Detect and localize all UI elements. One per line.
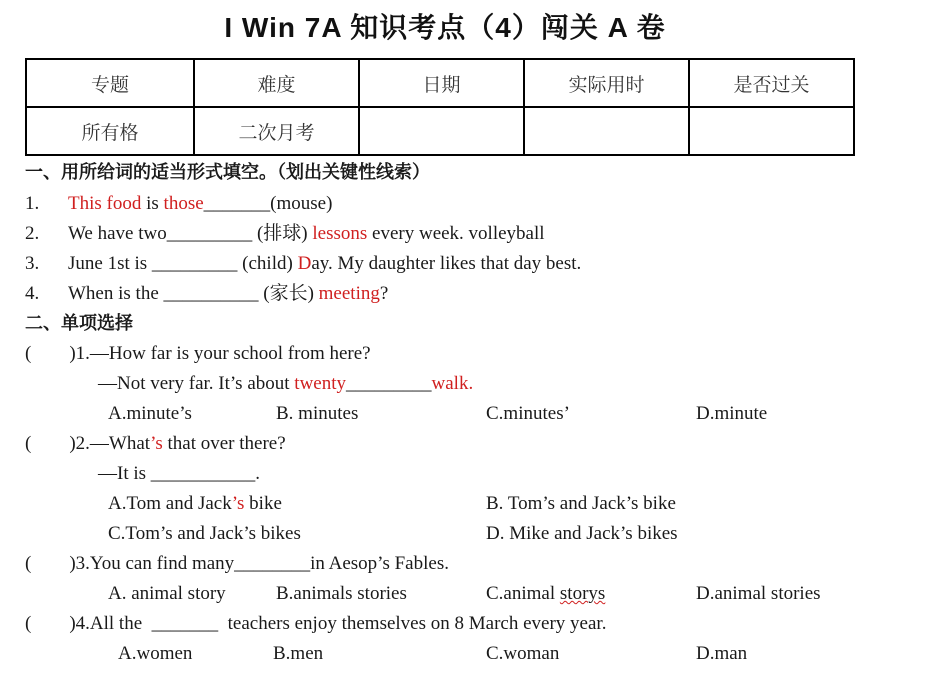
question-1-line2-segment: twenty [294,373,347,394]
q1-option-c[interactable]: C.minutes’ [486,403,570,424]
section1-heading: 一、用所给词的适当形式填空。（划出关键性线索） [25,162,430,183]
question-1-stem-segment: ( )1.—How far is your school from here? [25,343,371,364]
header-date: 日期 [359,59,524,107]
q3-option-b[interactable]: B.animals stories [276,583,407,604]
fill-item-3-segment: June 1st is _________ (child) [68,253,298,274]
fill-item-4 [68,283,388,305]
q4-option-b[interactable]: B.men [273,643,324,664]
fill-item-1 [68,193,332,215]
fill-item-1-segment: This food [68,193,142,214]
question-2-stem-segment: that over there? [162,433,286,454]
section2-heading: 二、单项选择 [25,313,133,334]
question-2-stem-segment: ( )2.—What [25,433,151,454]
question-2-stem [25,433,286,455]
item4-number: 4. [25,283,40,304]
q2-option-b[interactable]: B. Tom’s and Jack’s bike [486,493,676,514]
header-difficulty: 难度 [194,59,359,107]
cell-topic: 所有格 [26,107,194,155]
cell-time-used[interactable] [524,107,689,155]
q2-option-a-text-3: bike [244,493,282,514]
question-1-line2-segment: walk. [431,373,474,394]
question-3-stem [25,553,449,575]
question-1-line2 [98,373,473,395]
fill-item-3 [68,253,581,275]
q4-option-d[interactable]: D.man [696,643,748,664]
q3-option-d[interactable]: D.animal stories [696,583,821,604]
q3-option-a[interactable]: A. animal story [108,583,226,604]
header-passed: 是否过关 [689,59,854,107]
q4-option-c[interactable]: C.woman [486,643,560,664]
header-time-used: 实际用时 [524,59,689,107]
item1-number: 1. [25,193,40,214]
question-2-line2 [98,463,260,485]
question-3-stem-segment: ( )3.You can find many________in Aesop’s Fables. [25,553,449,574]
item2-number: 2. [25,223,40,244]
fill-item-4-segment: When is the __________ (家长) [68,283,319,304]
q2-option-a-text-1: A.Tom and Jack [108,493,232,514]
q2-option-a[interactable] [108,493,282,515]
q1-option-d[interactable]: D.minute [696,403,768,424]
fill-item-3-segment: ay. My daughter likes that day best. [311,253,582,274]
header-topic: 专题 [26,59,194,107]
question-4-stem [25,613,606,635]
fill-item-2-segment: lessons [312,223,368,244]
q1-option-a[interactable]: A.minute’s [108,403,192,424]
question-2-line2-segment: —It is ___________. [98,463,261,484]
question-1-stem [25,343,371,365]
question-2-stem-segment: ’s [150,433,163,454]
q3-option-c[interactable] [486,583,605,605]
fill-item-3-segment: D [297,253,312,274]
fill-item-1-segment: is [141,193,164,214]
q3-option-c-prefix: C.animal [486,583,560,604]
fill-item-2-segment: We have two_________ (排球) [68,223,313,244]
fill-item-1-segment: those [163,193,204,214]
q3-option-c-misspelled-word: storys [559,583,606,604]
fill-item-4-segment: meeting [318,283,380,304]
q2-option-d[interactable]: D. Mike and Jack’s bikes [486,523,678,544]
fill-item-1-segment: _______(mouse) [203,193,333,214]
cell-passed[interactable] [689,107,854,155]
question-1-line2-segment: —Not very far. It’s about [98,373,295,394]
fill-item-4-segment: ? [379,283,389,304]
info-table [25,58,855,156]
fill-item-2-segment: every week. volleyball [367,223,545,244]
question-1-line2-segment: _________ [346,373,432,394]
table-row [26,107,854,155]
question-4-stem-segment: ( )4.All the _______ teachers enjoy themselves on 8 March every year. [25,613,607,634]
page-title: I Win 7A 知识考点（4）闯关 A 卷 [224,12,666,43]
q2-option-a-text-2: ’s [231,493,245,514]
q4-option-a[interactable]: A.women [118,643,193,664]
item3-number: 3. [25,253,40,274]
cell-date[interactable] [359,107,524,155]
fill-item-2 [68,223,545,245]
q1-option-b[interactable]: B. minutes [276,403,359,424]
table-header-row [26,59,854,107]
cell-difficulty: 二次月考 [194,107,359,155]
q2-option-c[interactable]: C.Tom’s and Jack’s bikes [108,523,301,544]
